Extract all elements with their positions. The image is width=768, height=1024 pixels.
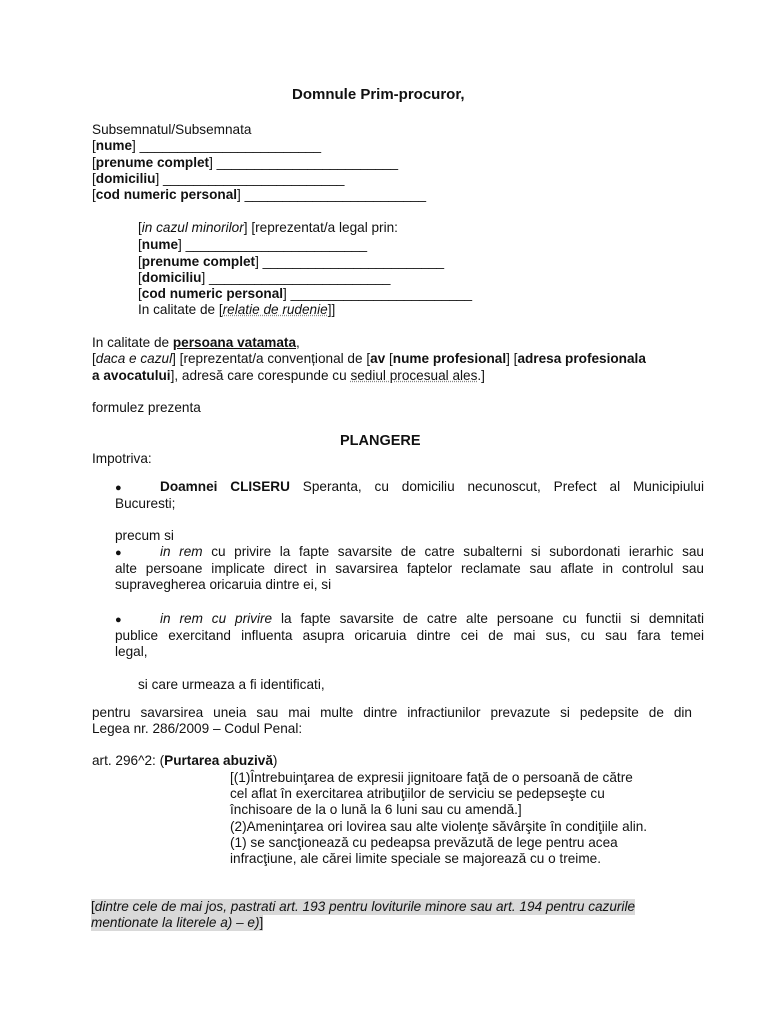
note-line-1: [dintre cele de mai jos, pastrati art. 193 pentru loviturile minore sau art. 194 pentru cazurile (91, 899, 636, 914)
rep-mid: ] [reprezentat/a convențional de [ (172, 351, 371, 366)
rep-ap: adresa profesionala (517, 351, 646, 366)
field-label: domiciliu (95, 171, 156, 186)
note-italic-2: mentionate la literele a) – e) (91, 915, 260, 930)
article-text-line: infracţiune, ale cărei limite speciale se majorează cu o treime. (230, 851, 601, 866)
relation-post: ]] (327, 302, 336, 317)
field-blank: ________________________ (290, 286, 473, 301)
quality-post: , (296, 335, 300, 350)
field-label: nume (95, 138, 133, 153)
bullet-3-line-2: publice exercitand influenta asupra oricaruia dintre cei de mai sus, cu sau fara temei (115, 628, 704, 643)
rep-l2-mid: ], adresă care corespunde cu (170, 368, 351, 383)
rep-line-1: [daca e cazul] [reprezentat/a convențional de [av [nume profesional] [adresa profesionala (92, 351, 646, 366)
rep-np: nume profesional (392, 351, 507, 366)
rep-line-2 (92, 368, 485, 384)
field-blank: ________________________ (209, 270, 391, 285)
minor-intro-rest: [reprezentat/a legal prin: (251, 220, 398, 235)
field-label: prenume complet (95, 155, 210, 170)
article-text-line: (2)Ameninţarea ori lovirea sau alte violenţe săvârşite în condiţiile alin. (230, 819, 648, 834)
field-label: cod numeric personal (95, 187, 238, 202)
field-blank: ________________________ (244, 187, 427, 202)
b1-rest: Speranta, cu domiciliu necunoscut, Prefect al Municipiului (289, 479, 704, 494)
rep-l2-underlined: sediul procesual ales (350, 368, 478, 383)
bullet-icon: ● (115, 614, 122, 626)
bullet-icon: ● (115, 482, 122, 494)
b2-italic: in rem (160, 544, 203, 559)
field-blank: ________________________ (262, 254, 445, 269)
rep-l2-bold: a avocatului (92, 368, 171, 383)
bullet-1-line-2: Bucuresti; (115, 496, 176, 511)
rep-italic: daca e cazul (95, 351, 173, 366)
article-text-line: cel aflat în exercitarea atribuţiilor de serviciu se pedepseşte cu (230, 786, 605, 801)
quality-bold: persoana vatamata (172, 335, 297, 350)
b3-italic: in rem cu privire (160, 611, 273, 626)
rep-av: av (370, 351, 386, 366)
minor-field-nume: [nume] ________________________ (138, 237, 368, 252)
relation-italic: relatie de rudenie (222, 302, 328, 317)
minor-intro: [in cazul minorilor] [reprezentat/a legal prin: (138, 220, 398, 235)
impotriva-text: Impotriva: (92, 451, 152, 466)
b1-bold: Doamnei CLISERU (160, 479, 290, 494)
quality-line (92, 335, 300, 351)
minor-field-cnp: [cod numeric personal] ________________________ (138, 286, 473, 301)
art-post: ) (272, 753, 278, 768)
field-prenume: [prenume complet] ________________________ (92, 155, 399, 170)
relation-pre: In calitate de [ (138, 302, 223, 317)
pentru-line-1: pentru savarsirea uneia sau mai multe dintre infractiunilor prevazute si pedepsite de din (92, 705, 692, 720)
precum-text: precum si (115, 528, 174, 543)
field-blank: ________________________ (139, 138, 322, 153)
note-line-2: mentionate la literele a) – e)] (91, 915, 264, 930)
field-nume: [nume] ________________________ (92, 138, 322, 153)
field-label: prenume complet (141, 254, 256, 269)
field-label: domiciliu (141, 270, 202, 285)
article-text-line: (1) se sancţionează cu pedeapsa prevăzută de lege pentru acea (230, 835, 618, 850)
quality-pre: In calitate de (92, 335, 173, 350)
field-label: cod numeric personal (141, 286, 284, 301)
article-title (92, 753, 277, 769)
bullet-1-line-1 (160, 479, 704, 495)
note-italic-1: dintre cele de mai jos, pastrati art. 193 pentru loviturile minore sau art. 194 pentru cazurile (94, 899, 636, 914)
pentru-line-2: Legea nr. 286/2009 – Codul Penal: (92, 721, 303, 736)
field-label: nume (141, 237, 179, 252)
field-blank: ________________________ (185, 237, 368, 252)
section-heading: PLANGERE (340, 433, 421, 449)
rep-l2-post: .] (477, 368, 485, 383)
article-text-line: [(1)Întrebuinţarea de expresii jignitoare faţă de o persoană de către (230, 770, 633, 785)
page-title: Domnule Prim-procuror, (292, 86, 465, 103)
b3-rest: la fapte savarsite de catre alte persoane cu functii si demnitati (272, 611, 704, 626)
intro-text: Subsemnatul/Subsemnata (92, 122, 252, 137)
bullet-2-line-1 (160, 544, 704, 560)
article-text-line: închisoare de la o lună la 6 luni sau cu amendă.] (230, 802, 522, 817)
bullet-2-line-3: supravegherea oricaruia dintre ei, si (115, 577, 332, 592)
field-blank: ________________________ (163, 171, 345, 186)
minor-intro-italic: in cazul minorilor (141, 220, 244, 235)
art-bold: Purtarea abuzivă (164, 753, 273, 768)
field-blank: ________________________ (216, 155, 399, 170)
bullet-3-line-3: legal, (115, 644, 148, 659)
formulez-text: formulez prezenta (92, 400, 201, 415)
identificati-text: si care urmeaza a fi identificati, (138, 677, 325, 692)
bullet-2-line-2: alte persoane implicate direct in savarsirea faptelor reclamate sau aflate in controlul sau (115, 561, 704, 576)
b2-rest: cu privire la fapte savarsite de catre subalterni si subordonati ierarhic sau (202, 544, 704, 559)
minor-field-prenume: [prenume complet] ________________________ (138, 254, 445, 269)
bullet-icon: ● (115, 547, 122, 559)
minor-field-domiciliu: [domiciliu] ________________________ (138, 270, 391, 285)
field-cnp: [cod numeric personal] ________________________ (92, 187, 427, 202)
art-pre: art. 296^2: ( (92, 753, 165, 768)
minor-relation (138, 302, 335, 318)
bullet-3-line-1 (160, 611, 704, 627)
field-domiciliu: [domiciliu] ________________________ (92, 171, 345, 186)
